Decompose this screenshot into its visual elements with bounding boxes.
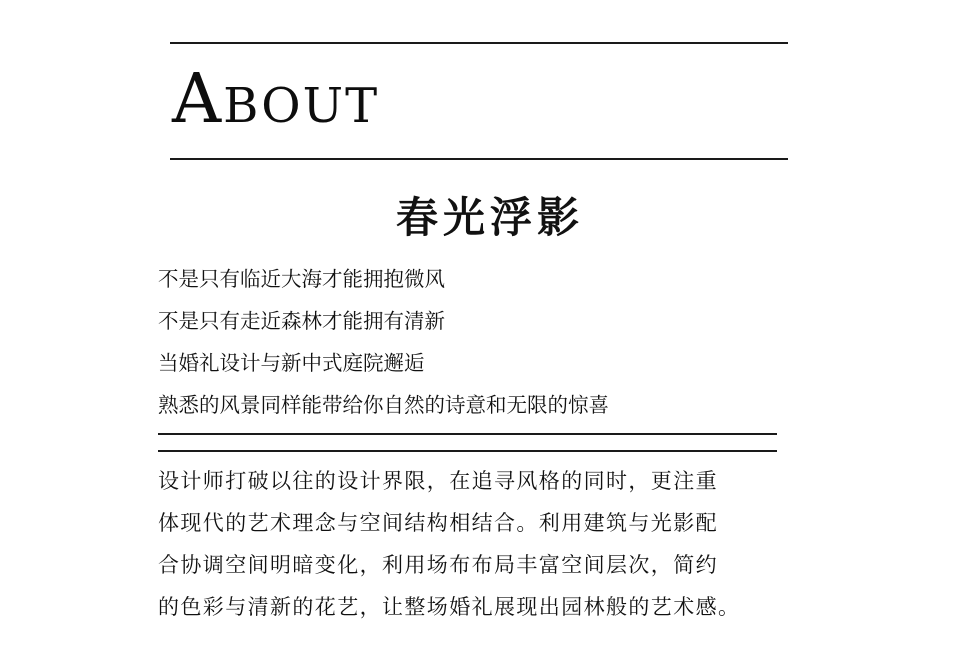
page-title: About <box>172 60 380 139</box>
top-divider <box>170 42 788 44</box>
poem-line: 不是只有走近森林才能拥有清新 <box>158 309 445 333</box>
description-paragraph <box>158 460 798 628</box>
title-divider <box>170 158 788 160</box>
poem-line: 不是只有临近大海才能拥抱微风 <box>158 267 445 291</box>
poem-line: 当婚礼设计与新中式庭院邂逅 <box>158 351 425 375</box>
description-line: 合协调空间明暗变化，利用场布布局丰富空间层次，简约 <box>158 553 718 577</box>
description-line: 体现代的艺术理念与空间结构相结合。利用建筑与光影配 <box>158 511 718 535</box>
double-divider-upper <box>158 433 777 435</box>
section-subtitle: 春光浮影 <box>395 193 584 242</box>
double-divider-lower <box>158 450 777 452</box>
description-line: 设计师打破以往的设计界限，在追寻风格的同时，更注重 <box>158 469 718 493</box>
poem-line: 熟悉的风景同样能带给你自然的诗意和无限的惊喜 <box>158 393 609 417</box>
poem-block <box>158 258 609 426</box>
description-line: 的色彩与清新的花艺，让整场婚礼展现出园林般的艺术感。 <box>158 595 741 619</box>
